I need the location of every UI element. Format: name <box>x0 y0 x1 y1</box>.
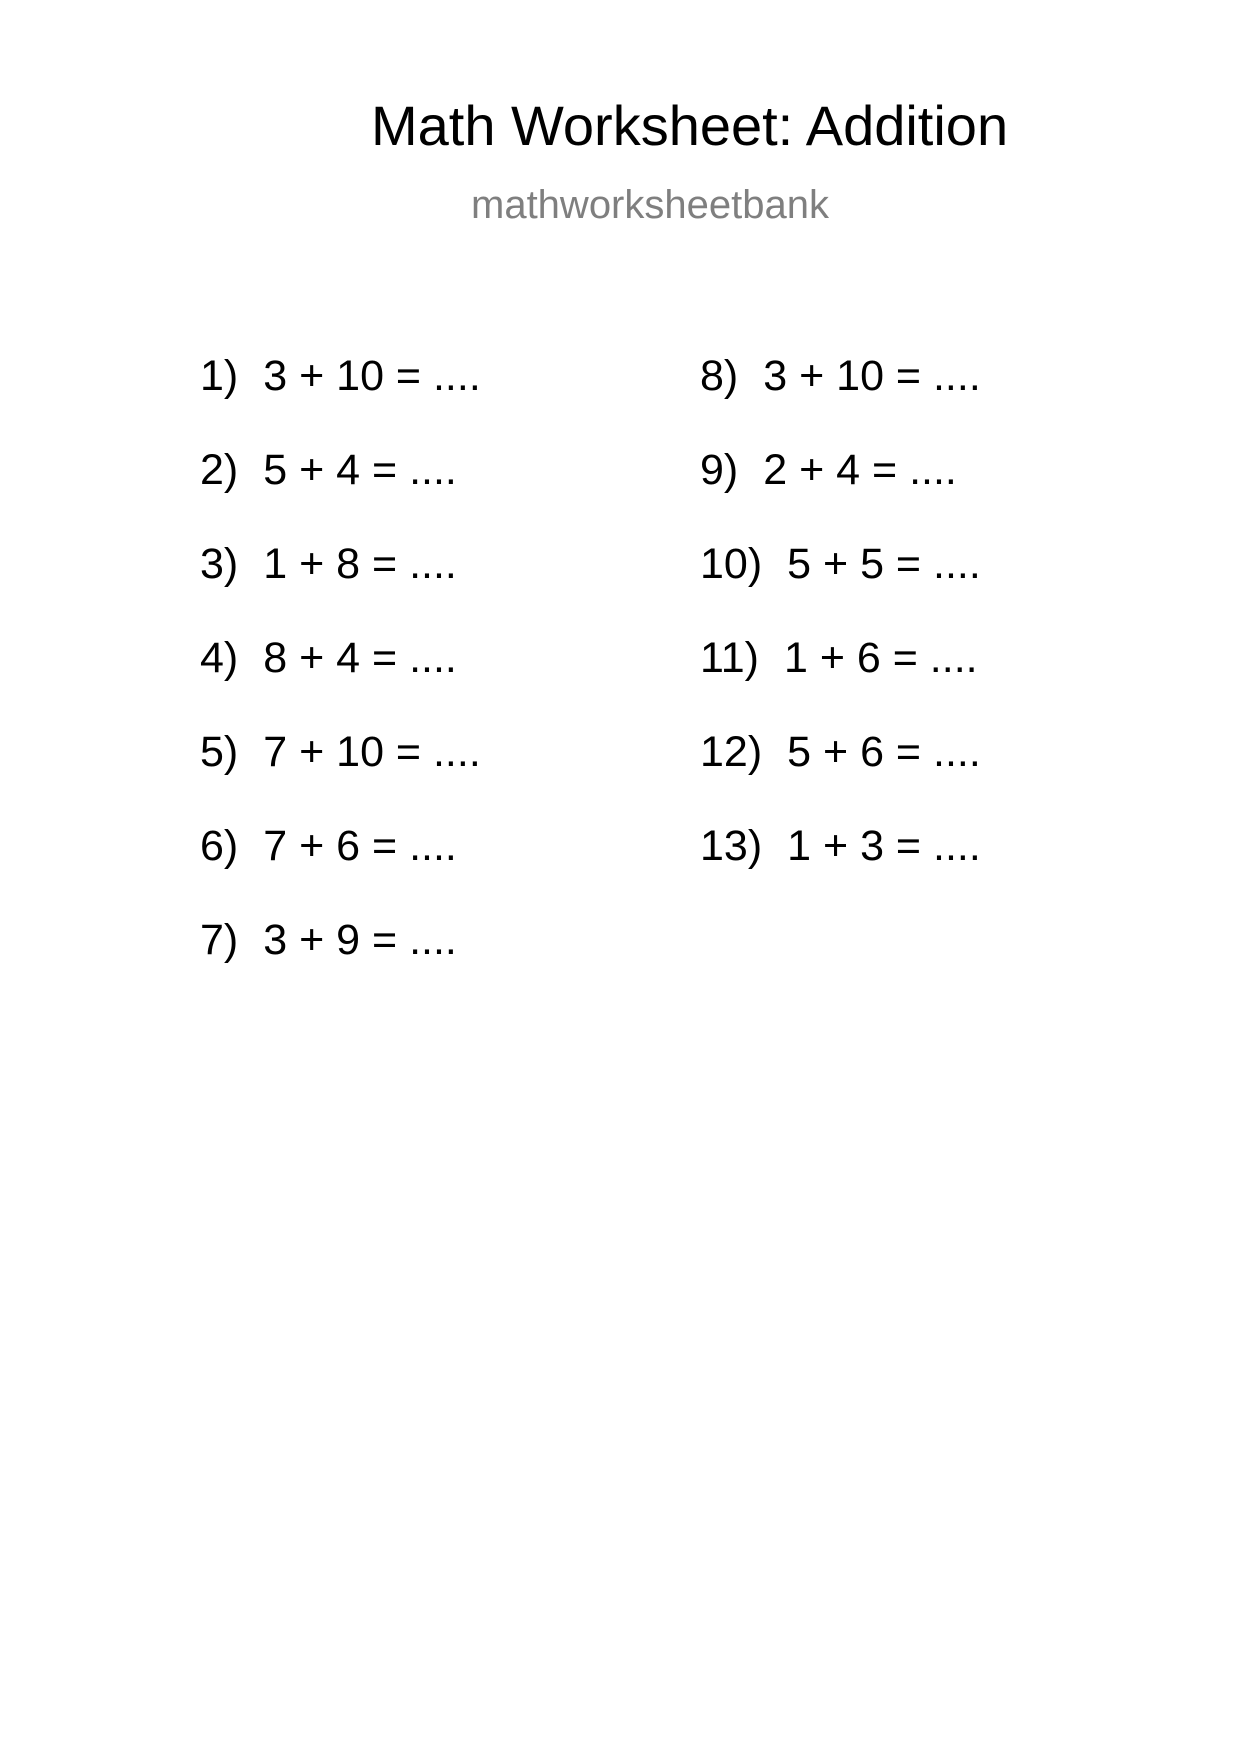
problem-3 <box>200 540 457 588</box>
problem-expression: 3 + 10 = .... <box>763 352 981 400</box>
problem-expression: 7 + 10 = .... <box>263 728 481 776</box>
problem-1 <box>200 352 481 400</box>
problem-expression: 1 + 3 = .... <box>787 822 981 870</box>
problem-number: 9) <box>700 446 739 494</box>
problem-2 <box>200 446 457 494</box>
problem-expression: 1 + 6 = .... <box>783 634 978 682</box>
problem-number: 7) <box>200 916 239 964</box>
problem-expression: 2 + 4 = .... <box>763 446 957 494</box>
problem-number: 8) <box>700 352 739 400</box>
problem-11 <box>700 634 978 682</box>
problem-number: 3) <box>200 540 239 588</box>
problem-number: 13) <box>700 822 763 870</box>
problem-5 <box>200 728 481 776</box>
problem-number: 6) <box>200 822 239 870</box>
problem-10 <box>700 540 981 588</box>
problem-13 <box>700 822 981 870</box>
problem-expression: 5 + 6 = .... <box>787 728 981 776</box>
problem-number: 11) <box>700 634 759 682</box>
problem-number: 12) <box>700 728 763 776</box>
problem-number: 10) <box>700 540 763 588</box>
problem-6 <box>200 822 457 870</box>
worksheet-title: Math Worksheet: Addition <box>371 94 1009 157</box>
problem-expression: 3 + 9 = .... <box>263 916 457 964</box>
problem-9 <box>700 446 957 494</box>
problem-4 <box>200 634 457 682</box>
problem-expression: 3 + 10 = .... <box>263 352 481 400</box>
worksheet-subtitle: mathworksheetbank <box>471 183 829 227</box>
problem-expression: 5 + 5 = .... <box>787 540 981 588</box>
problem-number: 2) <box>200 446 239 494</box>
problem-expression: 1 + 8 = .... <box>263 540 457 588</box>
problem-7 <box>200 916 457 964</box>
problem-expression: 8 + 4 = .... <box>263 634 457 682</box>
problem-8 <box>700 352 981 400</box>
problem-expression: 7 + 6 = .... <box>263 822 457 870</box>
problem-12 <box>700 728 981 776</box>
problem-expression: 5 + 4 = .... <box>263 446 457 494</box>
problem-number: 1) <box>200 352 239 400</box>
problem-number: 4) <box>200 634 239 682</box>
problem-number: 5) <box>200 728 239 776</box>
